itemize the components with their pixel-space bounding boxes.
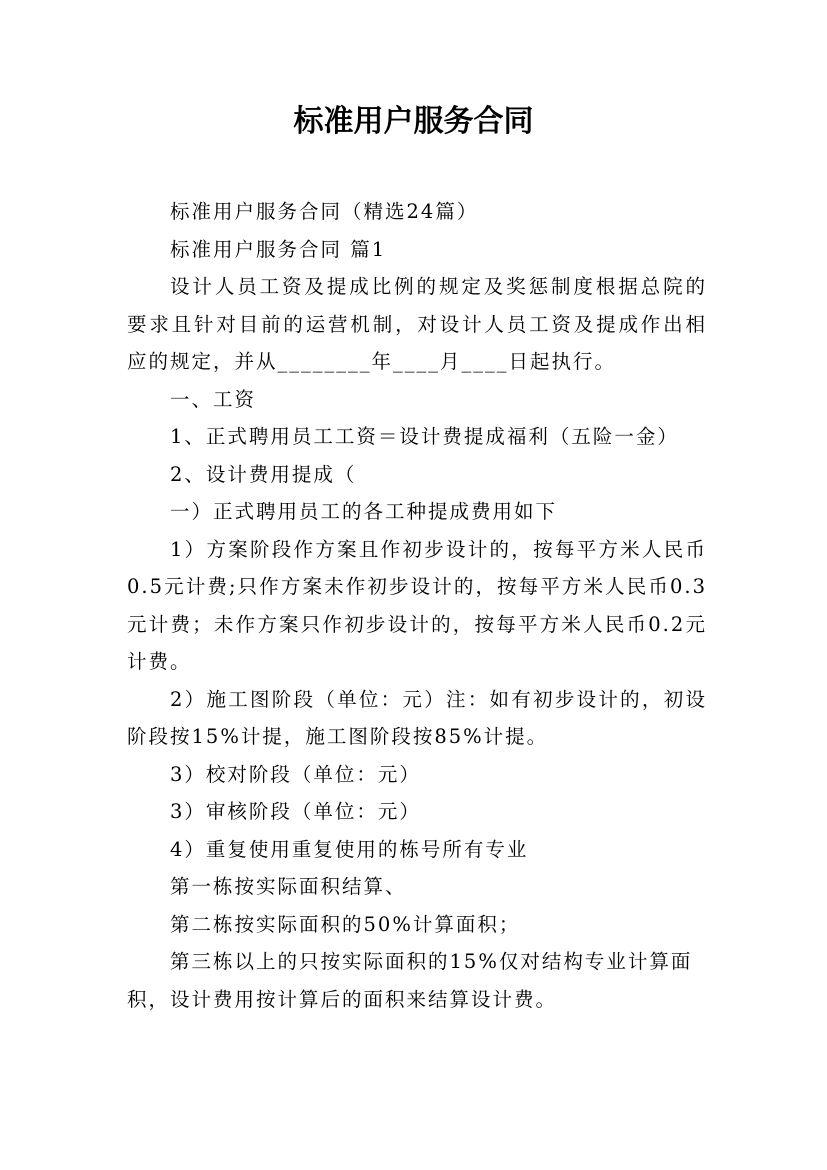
document-body [127, 193, 707, 1018]
paragraph-item-2: 2、设计费用提成（ [170, 462, 357, 486]
document-title: 标准用户服务合同 [293, 104, 534, 139]
paragraph-section-heading: 标准用户服务合同 篇1 [170, 237, 387, 261]
paragraph-third-building: 第三栋以上的只按实际面积的15%仅对结构专业计算面积，设计费用按计算后的面积来结算设计费。 [127, 950, 693, 1011]
paragraph-second-building: 第二栋按实际面积的50%计算面积； [170, 912, 521, 936]
paragraph-construction-stage: 2）施工图阶段（单位：元）注：如有初步设计的，初设阶段按15%计提，施工图阶段按85%计提。 [127, 687, 707, 748]
paragraph-item-2-sub: 一）正式聘用员工的各工种提成费用如下 [170, 500, 558, 523]
paragraph-item-1: 1、正式聘用员工工资＝设计费提成福利（五险一金） [170, 425, 679, 448]
paragraph-proofread-stage: 3）校对阶段（单位：元） [170, 762, 421, 786]
paragraph-scheme-stage: 1）方案阶段作方案且作初步设计的，按每平方米人民币0.5元计费;只作方案未作初步设计的，按每平方米人民币0.3元计费；未作方案只作初步设计的，按每平方米人民币0.2元计费。 [127, 537, 707, 673]
paragraph-review-stage: 3）审核阶段（单位：元） [170, 800, 421, 823]
paragraph-heading-salary: 一、工资 [170, 387, 257, 411]
paragraph-subtitle: 标准用户服务合同（精选24篇） [170, 200, 479, 223]
paragraph-intro: 设计人员工资及提成比例的规定及奖惩制度根据总院的要求且针对目前的运营机制，对设计人员工资及提成作出相应的规定，并从________年____月____日起执行。 [127, 275, 707, 373]
paragraph-reuse: 4）重复使用重复使用的栋号所有专业 [170, 837, 529, 861]
paragraph-first-building: 第一栋按实际面积结算、 [170, 875, 407, 898]
